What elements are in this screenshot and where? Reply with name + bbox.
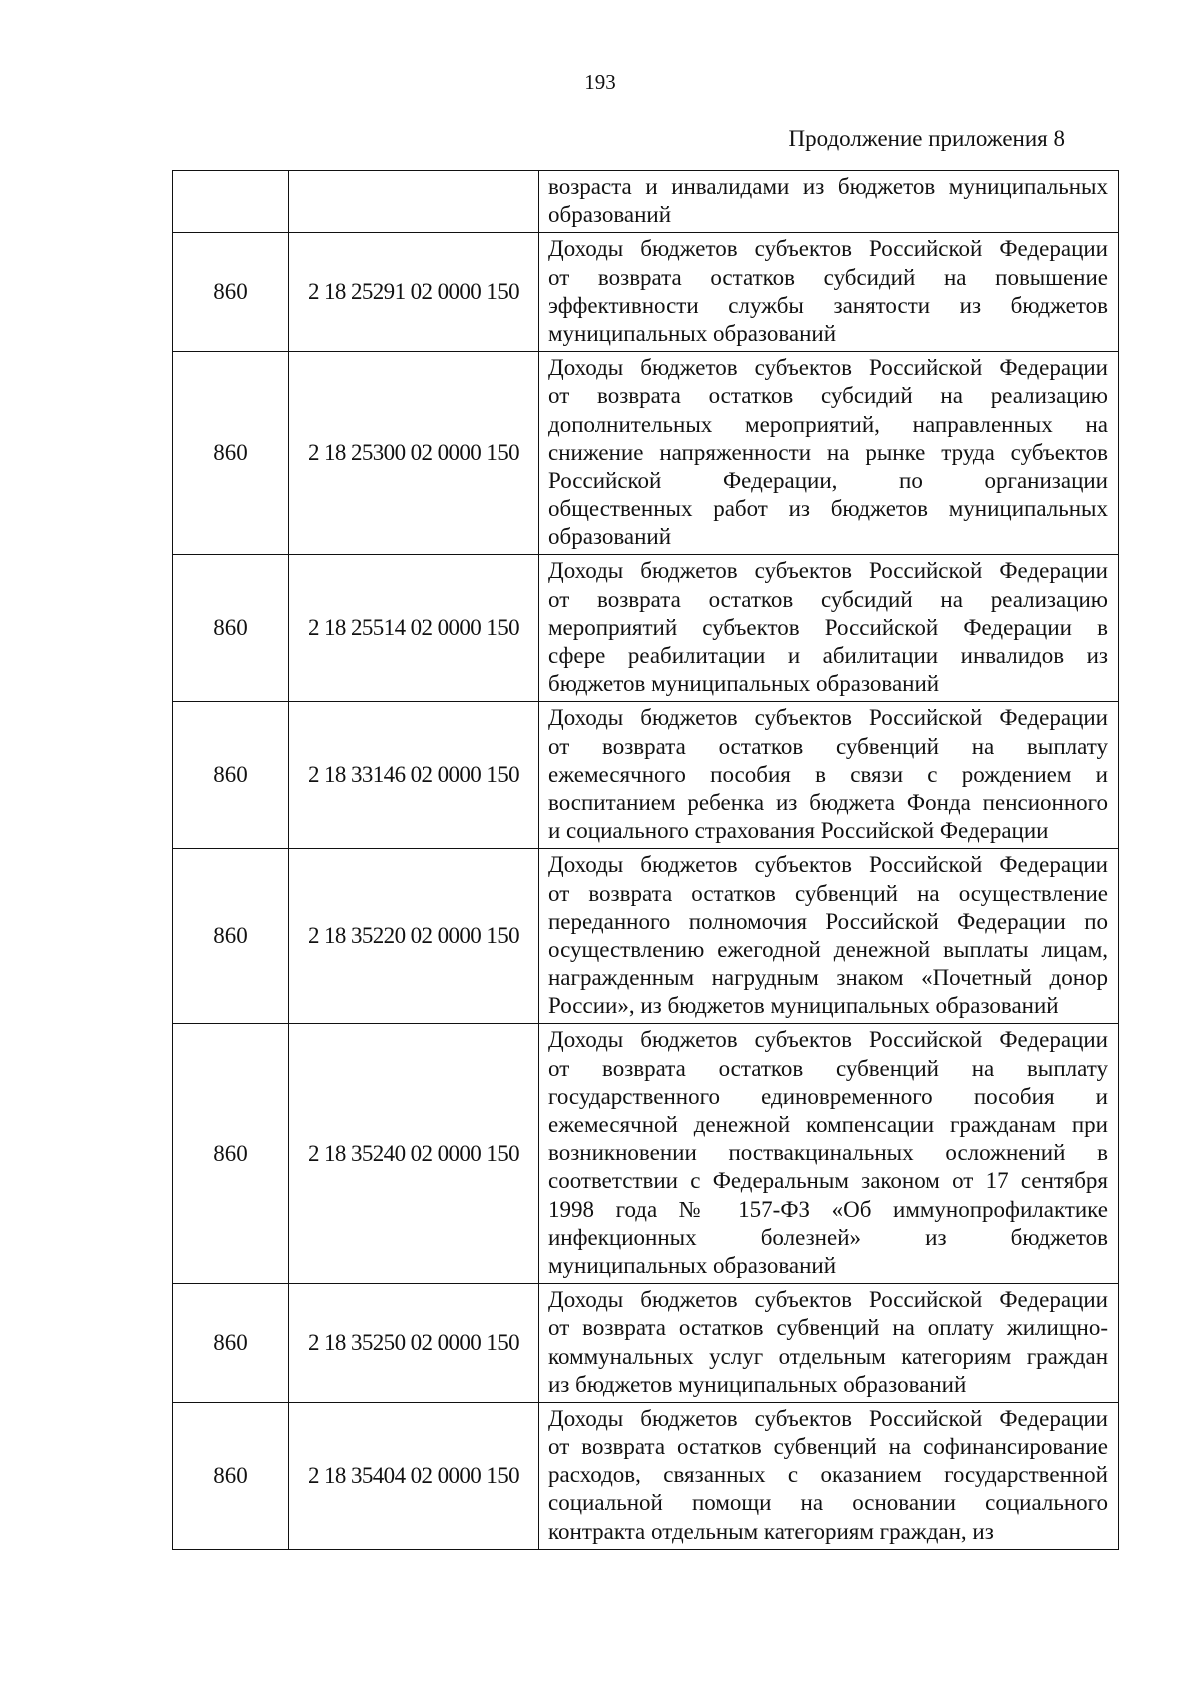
description-line: от возврата остатков субсидий на повышение xyxy=(548,264,1108,290)
table-row xyxy=(173,233,1119,352)
income-description-cell xyxy=(539,555,1119,702)
admin-code-cell: 860 xyxy=(173,849,289,1024)
admin-code-cell: 860 xyxy=(173,555,289,702)
description-line: Доходы бюджетов субъектов Российской Федерации xyxy=(548,1405,1108,1431)
description-line: от возврата остатков субвенций на выплату xyxy=(548,733,1108,759)
budget-classification-code-cell: 2 18 33146 02 0000 150 xyxy=(289,702,539,849)
description-line: муниципальных образований xyxy=(548,320,837,346)
table-row xyxy=(173,1284,1119,1403)
income-description-cell xyxy=(539,171,1119,233)
description-line: Доходы бюджетов субъектов Российской Федерации xyxy=(548,355,1108,381)
description-line: и социального страхования Российской Федерации xyxy=(548,818,1049,844)
description-line: от возврата остатков субвенций на оплату жилищно- xyxy=(548,1315,1108,1341)
description-line: Доходы бюджетов субъектов Российской Федерации xyxy=(548,558,1108,584)
description-line: Российской Федерации, по организации xyxy=(548,467,1108,493)
description-line: социальной помощи на основании социального xyxy=(548,1490,1108,1516)
description-line: Доходы бюджетов субъектов Российской Федерации xyxy=(548,1027,1108,1053)
description-line: от возврата остатков субвенций на софинансирование xyxy=(548,1434,1108,1460)
appendix-continuation-label: Продолжение приложения 8 xyxy=(788,126,1065,151)
income-description-cell xyxy=(539,702,1119,849)
description-line: контракта отдельным категориям граждан, из xyxy=(548,1518,994,1544)
budget-classification-code-cell: 2 18 35250 02 0000 150 xyxy=(289,1284,539,1403)
table-row xyxy=(173,352,1119,555)
description-line: 1998 года № 157-ФЗ «Об иммунопрофилактике xyxy=(548,1196,1108,1222)
description-line: России», из бюджетов муниципальных образований xyxy=(548,993,1059,1019)
description-line: общественных работ из бюджетов муниципальных xyxy=(548,496,1108,522)
admin-code-cell: 860 xyxy=(173,233,289,352)
admin-code-cell xyxy=(173,171,289,233)
income-description-cell xyxy=(539,1402,1119,1549)
budget-classification-code-cell: 2 18 35404 02 0000 150 xyxy=(289,1402,539,1549)
budget-classification-code-cell: 2 18 25514 02 0000 150 xyxy=(289,555,539,702)
table-row xyxy=(173,702,1119,849)
description-line: Доходы бюджетов субъектов Российской Федерации xyxy=(548,236,1108,262)
description-line: мероприятий субъектов Российской Федерации в xyxy=(548,614,1108,640)
description-line: сфере реабилитации и абилитации инвалидов из xyxy=(548,643,1108,668)
description-line: образований xyxy=(548,202,672,228)
description-line: соответствии с Федеральным законом от 17 сентября xyxy=(548,1168,1108,1194)
admin-code-cell: 860 xyxy=(173,1024,289,1284)
admin-code-cell: 860 xyxy=(173,702,289,849)
description-line: воспитанием ребенка из бюджета Фонда пенсионного xyxy=(548,789,1108,815)
description-line: инфекционных болезней» из бюджетов xyxy=(548,1224,1108,1250)
income-description-cell xyxy=(539,849,1119,1024)
description-line: Доходы бюджетов субъектов Российской Федерации xyxy=(548,1287,1108,1313)
income-description-cell xyxy=(539,1024,1119,1284)
budget-classification-code-cell: 2 18 25291 02 0000 150 xyxy=(289,233,539,352)
description-line: от возврата остатков субсидий на реализацию xyxy=(548,383,1108,409)
description-line: муниципальных образований xyxy=(548,1252,837,1278)
admin-code-cell: 860 xyxy=(173,1284,289,1403)
description-line: эффективности службы занятости из бюджетов xyxy=(548,292,1108,318)
description-line: возраста и инвалидами из бюджетов муниципальных xyxy=(548,174,1108,199)
description-line: возникновении поствакцинальных осложнений в xyxy=(548,1140,1108,1166)
table-row xyxy=(173,555,1119,702)
table-row xyxy=(173,849,1119,1024)
description-line: ежемесячного пособия в связи с рождением и xyxy=(548,761,1108,787)
budget-classification-code-cell: 2 18 35240 02 0000 150 xyxy=(289,1024,539,1284)
table-row xyxy=(173,1402,1119,1549)
description-line: расходов, связанных с оказанием государственной xyxy=(548,1462,1108,1488)
description-line: образований xyxy=(548,524,672,550)
description-line: государственного единовременного пособия и xyxy=(548,1083,1108,1109)
page-number: 193 xyxy=(584,70,616,94)
description-line: от возврата остатков субсидий на реализацию xyxy=(548,586,1108,612)
description-line: награжденным нагрудным знаком «Почетный донор xyxy=(548,965,1108,991)
income-codes-table xyxy=(172,170,1119,1550)
description-line: бюджетов муниципальных образований xyxy=(548,671,940,697)
description-line: из бюджетов муниципальных образований xyxy=(548,1371,967,1397)
income-description-cell xyxy=(539,1284,1119,1403)
description-line: Доходы бюджетов субъектов Российской Федерации xyxy=(548,852,1108,878)
table-row xyxy=(173,1024,1119,1284)
admin-code-cell: 860 xyxy=(173,1402,289,1549)
budget-classification-code-cell: 2 18 35220 02 0000 150 xyxy=(289,849,539,1024)
description-line: осуществлению ежегодной денежной выплаты лицам, xyxy=(548,936,1108,962)
description-line: коммунальных услуг отдельным категориям граждан xyxy=(548,1343,1108,1369)
budget-classification-code-cell xyxy=(289,171,539,233)
table-body xyxy=(173,171,1119,1550)
description-line: от возврата остатков субвенций на осуществление xyxy=(548,880,1108,906)
description-line: переданного полномочия Российской Федерации по xyxy=(548,908,1108,934)
table-row xyxy=(173,171,1119,233)
description-line: снижение напряженности на рынке труда субъектов xyxy=(548,439,1108,465)
description-line: от возврата остатков субвенций на выплату xyxy=(548,1055,1108,1081)
income-description-cell xyxy=(539,352,1119,555)
admin-code-cell: 860 xyxy=(173,352,289,555)
description-line: дополнительных мероприятий, направленных на xyxy=(548,411,1108,437)
description-line: Доходы бюджетов субъектов Российской Федерации xyxy=(548,705,1108,731)
income-description-cell xyxy=(539,233,1119,352)
budget-classification-code-cell: 2 18 25300 02 0000 150 xyxy=(289,352,539,555)
description-line: ежемесячной денежной компенсации гражданам при xyxy=(548,1112,1108,1137)
